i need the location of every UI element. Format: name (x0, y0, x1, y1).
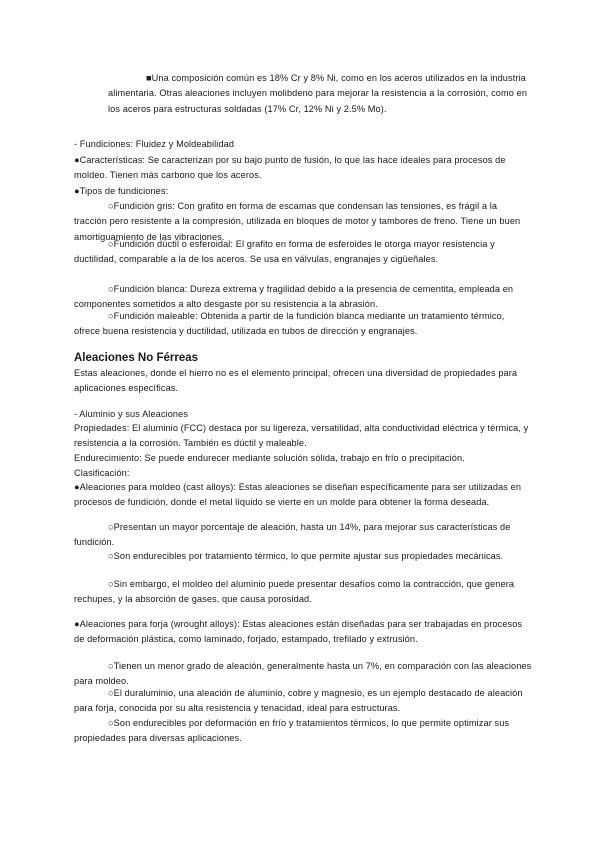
paragraph-aluminio-endurecimiento: Endurecimiento: Se puede endurecer mediante solución sólida, trabajo en frío o precipitación. (74, 453, 465, 463)
section-aluminio-heading: - Aluminio y sus Aleaciones (74, 409, 189, 419)
paragraph-aluminio-propiedades: Propiedades: El aluminio (FCC) destaca por su ligereza, versatilidad, alta conductividad eléctrica y térmica, y resistencia a la corrosión. También es dúctil y maleable. (74, 423, 529, 449)
paragraph-forja-endurecibles: ○Son endurecibles por deformación en frío y tratamientos térmicos, lo que permite optimizar sus propiedades para diversas aplicaciones. (74, 718, 510, 744)
paragraph-moldeo-porcentaje: ○Presentan un mayor porcentaje de aleación, hasta un 14%, para mejorar sus características de fundición. (74, 522, 511, 548)
paragraph-fundicion-maleable: ○Fundición maleable: Obtenida a partir de la fundición blanca mediante un tratamiento térmico, ofrece buena resistencia y ductilidad, utilizada en tubos de dirección y engranajes. (74, 311, 505, 337)
paragraph-aluminio-clasificacion: Clasificación: (74, 468, 130, 478)
heading-aleaciones-no-ferreas: Aleaciones No Férreas (74, 352, 199, 364)
paragraph-no-ferreas-intro: Estas aleaciones, donde el hierro no es el elemento principal, ofrecen una diversidad de propiedades para aplicaciones específicas. (74, 368, 518, 394)
paragraph-tipos-fundiciones: ●Tipos de fundiciones: (74, 186, 169, 196)
paragraph-forja-aleacion: ○Tienen un menor grado de aleación, generalmente hasta un 7%, en comparación con las aleaciones para moldeo. (74, 661, 532, 687)
paragraph-aleaciones-moldeo: ●Aleaciones para moldeo (cast alloys): Estas aleaciones se diseñan específicamente para ser utilizadas en procesos de fundición, donde el metal líquido se vierte en un molde para obtener la forma deseada. (74, 482, 522, 508)
paragraph-moldeo-endurecibles: ○Son endurecibles por tratamiento térmico, lo que permite ajustar sus propiedades mecánicas. (108, 551, 504, 561)
paragraph-fundicion-ductil: ○Fundición dúctil o esferoidal: El grafito en forma de esferoides le otorga mayor resistencia y ductilidad, comparable a la de los aceros. Se usa en válvulas, engranajes y cigüeñales. (74, 239, 495, 265)
paragraph-fundicion-blanca: ○Fundición blanca: Dureza extrema y fragilidad debido a la presencia de cementita, empleada en componentes sometidos a alto desgaste por su resistencia a la abrasión. (74, 284, 514, 310)
paragraph-duraluminio: ○El duraluminio, una aleación de aluminio, cobre y magnesio, es un ejemplo destacado de aleación para forja, conocida por su alta resistencia y tenacidad, ideal para estructuras. (74, 688, 523, 714)
paragraph-fundicion-gris: ○Fundición gris: Con grafito en forma de escamas que condensan las tensiones, es frágil a la tracción pero resistente a la compresión, utilizada en bloques de motor y tambores de freno. Tiene un buen amortiguamiento de las vibraciones. (74, 201, 521, 242)
paragraph-acero-inoxidable-composicion: ■Una composición común es 18% Cr y 8% Ni, como en los aceros utilizados en la industria alimentaria. Otras aleaciones incluyen molibdeno para mejorar la resistencia a la corrosión, como en los aceros para estructuras soldadas (17% Cr, 12% Ni y 2.5% Mo). (108, 73, 528, 114)
paragraph-moldeo-desafios: ○Sin embargo, el moldeo del aluminio puede presentar desafíos como la contracción, que genera rechupes, y la absorción de gases, que causa porosidad. (74, 579, 515, 605)
paragraph-fundiciones-caracteristicas: ●Características: Se caracterizan por su bajo punto de fusión, lo que las hace ideales para procesos de moldeo. Tienen más carbono que los aceros. (74, 155, 506, 181)
section-fundiciones-heading: - Fundiciones: Fluidez y Moldeabilidad (74, 139, 235, 149)
paragraph-aleaciones-forja: ●Aleaciones para forja (wrought alloys): Estas aleaciones están diseñadas para ser trabajadas en procesos de deformación plástica, como laminado, forjado, estampado, trefilado y extrusión. (74, 619, 523, 645)
